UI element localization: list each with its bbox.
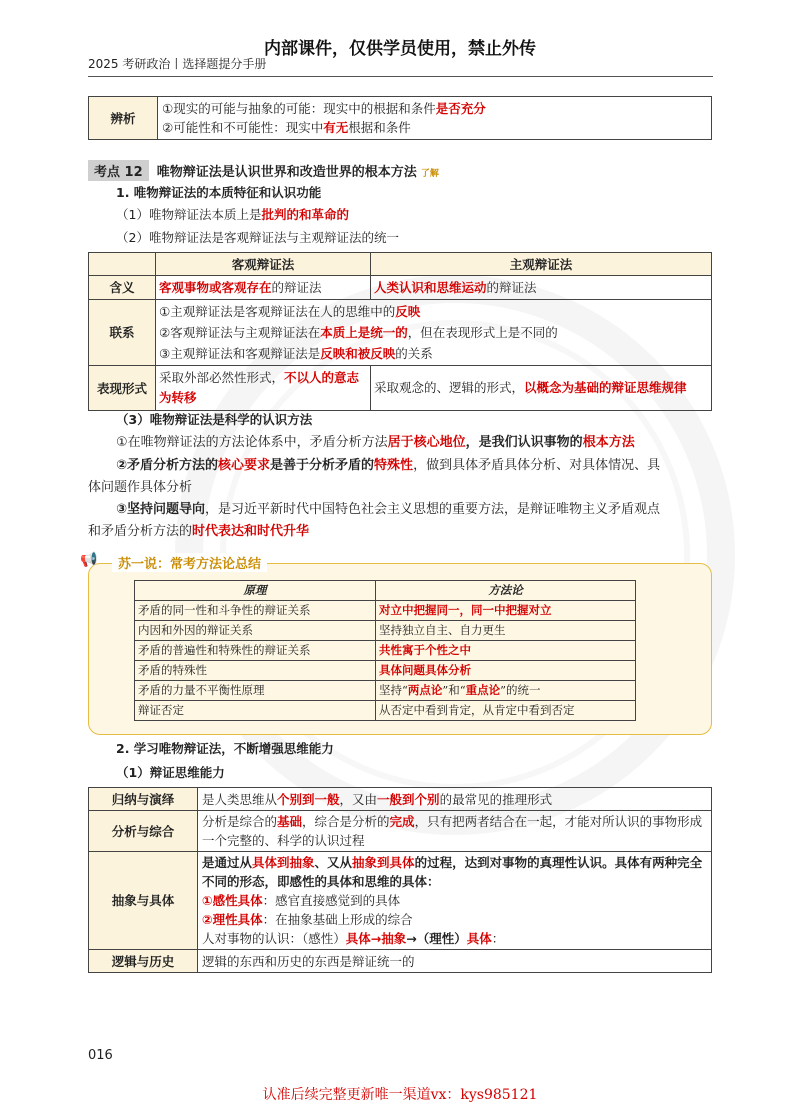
row-form-label: 表现形式 — [89, 366, 156, 411]
header-divider — [88, 76, 713, 77]
megaphone-icon: 📢 — [80, 552, 98, 568]
table-row: 辩证否定 从否定中看到肯定，从肯定中看到否定 — [135, 701, 636, 721]
distinction-line-1: ①现实的可能与抽象的可能：现实中的根据和条件是否充分 — [162, 101, 486, 116]
kaodian-tag: 考点 12 — [88, 160, 149, 181]
row-logic-label: 逻辑与历史 — [89, 950, 198, 973]
section2-heading: 2. 学习唯物辩证法，不断增强思维能力 — [116, 741, 334, 756]
logic-content: 逻辑的东西和历史的东西是辩证统一的 — [198, 950, 712, 973]
section1-para1: （1）唯物辩证法本质上是批判的和革命的 — [116, 207, 349, 222]
col-subjective: 主观辩证法 — [371, 253, 712, 276]
understand-badge: 了解 — [420, 169, 439, 179]
thinking-ability-table — [88, 787, 712, 973]
method-summary-title: 苏一说：常考方法论总结 — [112, 553, 267, 572]
induction-content: 是人类思维从个别到一般，又由一般到个别的最常见的推理形式 — [198, 788, 712, 811]
section3-para3: ③坚持问题导向，是习近平新时代中国特色社会主义思想的重要方法，是辩证唯物主义矛盾观点 — [116, 502, 661, 517]
section3-para1: ①在唯物辩证法的方法论体系中，矛盾分析方法居于核心地位，是我们认识事物的根本方法 — [116, 435, 635, 450]
section3-para2-cont: 体问题作具体分析 — [88, 480, 193, 495]
table-row: 矛盾的力量不平衡性原理 坚持“两点论”和“重点论”的统一 — [135, 681, 636, 701]
dialectics-table — [88, 252, 712, 411]
col-principle: 原理 — [135, 581, 376, 601]
section1-heading: 1. 唯物辩证法的本质特征和认识功能 — [116, 185, 322, 200]
section3-para2: ②矛盾分析方法的核心要求是善于分析矛盾的特殊性，做到具体矛盾具体分析、对具体情况、具 — [116, 458, 661, 473]
col-methodology: 方法论 — [376, 581, 636, 601]
table-row: 矛盾的同一性和斗争性的辩证关系 对立中把握同一，同一中把握对立 — [135, 601, 636, 621]
section3-para3-cont: 和矛盾分析方法的时代表达和时代升华 — [88, 524, 310, 539]
table-row: 矛盾的特殊性 具体问题具体分析 — [135, 661, 636, 681]
row-analysis-label: 分析与综合 — [89, 811, 198, 852]
row-induction-label: 归纳与演绎 — [89, 788, 198, 811]
distinction-line-2: ②可能性和不可能性：现实中有无根据和条件 — [162, 120, 411, 135]
relation-content: ①主观辩证法是客观辩证法在人的思维中的反映 ②客观辩证法与主观辩证法在本质上是统一的，但在表现形式上是不同的 ③主观辩证法和客观辩证法是反映和被反映的关系 — [156, 300, 712, 366]
kaodian-heading — [88, 160, 439, 181]
abstract-content: 是通过从具体到抽象、又从抽象到具体的过程，达到对事物的真理性认识。具体有两种完全不同的形态，即感性的具体和思维的具体： ①感性具体：感官直接感觉到的具体 ②理性具体：在抽象基础上形成的综合 人对事物的认识：（感性）具体→抽象→（理性）具体： — [198, 852, 712, 950]
table-row: 内因和外因的辩证关系 坚持独立自主、自力更生 — [135, 621, 636, 641]
row-abstract-label: 抽象与具体 — [89, 852, 198, 950]
table-label: 辨析 — [89, 97, 158, 140]
row-meaning-label: 含义 — [89, 276, 156, 300]
page-header-title: 内部课件，仅供学员使用，禁止外传 — [264, 39, 536, 59]
page-number: 016 — [88, 1048, 113, 1063]
section1-para2: （2）唯物辩证法是客观辩证法与主观辩证法的统一 — [116, 230, 399, 245]
meaning-subjective: 人类认识和思维运动的辩证法 — [371, 276, 712, 300]
analysis-content: 分析是综合的基础，综合是分析的完成，只有把两者结合在一起，才能对所认识的事物形成一个完整的、科学的认识过程 — [198, 811, 712, 852]
kaodian-title: 唯物辩证法是认识世界和改造世界的根本方法 — [156, 165, 417, 180]
col-objective: 客观辩证法 — [156, 253, 371, 276]
section3-heading: （3）唯物辩证法是科学的认识方法 — [116, 412, 313, 427]
form-subjective: 采取观念的、逻辑的形式，以概念为基础的辩证思维规律 — [371, 366, 712, 411]
footer-notice: 认准后续完整更新唯一渠道vx：kys985121 — [262, 1087, 538, 1103]
method-summary-table — [134, 580, 636, 721]
form-objective: 采取外部必然性形式，不以人的意志为转移 — [156, 366, 371, 411]
table-row: 矛盾的普遍性和特殊性的辩证关系 共性寓于个性之中 — [135, 641, 636, 661]
meaning-objective: 客观事物或客观存在的辩证法 — [156, 276, 371, 300]
page-header-subtitle: 2025 考研政治丨选择题提分手册 — [88, 57, 267, 71]
section2-sub: （1）辩证思维能力 — [116, 765, 225, 780]
distinction-table — [88, 96, 712, 140]
row-relation-label: 联系 — [89, 300, 156, 366]
